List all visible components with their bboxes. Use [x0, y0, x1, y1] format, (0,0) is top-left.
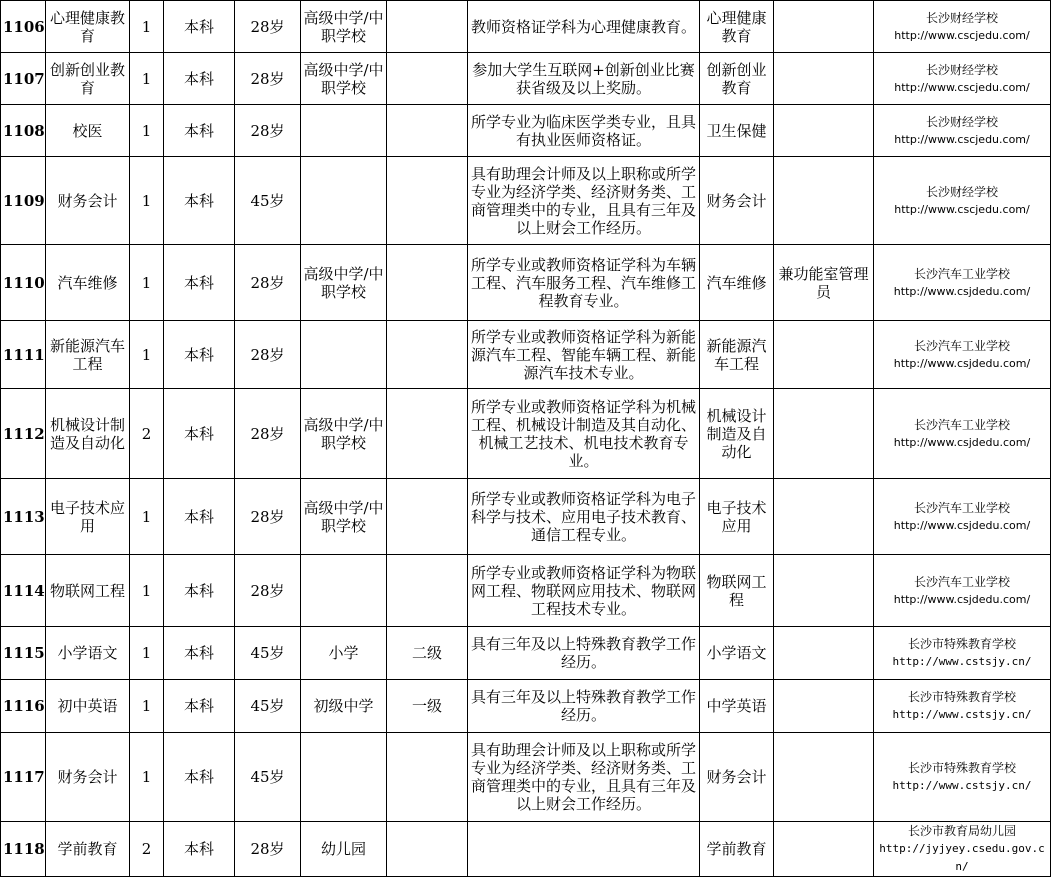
- title-level: [387, 555, 468, 627]
- table-row: [1, 245, 1051, 321]
- requirement: 所学专业为临床医学类专业，且具有执业医师资格证。: [468, 105, 700, 157]
- hire-count: 1: [130, 680, 164, 733]
- discipline: 卫生保健: [700, 105, 774, 157]
- requirement: 具有助理会计师及以上职称或所学专业为经济学类、经济财务类、工商管理类中的专业，且具有三年及以上财会工作经历。: [468, 157, 700, 245]
- title-level: [387, 105, 468, 157]
- title-level: [387, 822, 468, 877]
- job-code: 1111: [1, 321, 46, 389]
- discipline: 财务会计: [700, 157, 774, 245]
- employer-name: 长沙财经学校: [925, 114, 998, 129]
- job-code: 1112: [1, 389, 46, 479]
- education-level: 本科: [164, 105, 235, 157]
- discipline: 机械设计制造及自动化: [700, 389, 774, 479]
- note: [774, 627, 874, 680]
- employer-url[interactable]: http://www.cscjedu.com/: [894, 80, 1030, 94]
- school-section: [301, 733, 387, 822]
- education-level: 本科: [164, 680, 235, 733]
- education-level: 本科: [164, 479, 235, 555]
- table-row: [1, 822, 1051, 877]
- table-row: [1, 555, 1051, 627]
- employer-url[interactable]: http://www.cstsjy.cn/: [892, 708, 1032, 721]
- job-code: 1106: [1, 1, 46, 53]
- title-level: 二级: [387, 627, 468, 680]
- age-limit: 28岁: [235, 479, 301, 555]
- age-limit: 45岁: [235, 733, 301, 822]
- education-level: 本科: [164, 627, 235, 680]
- age-limit: 28岁: [235, 53, 301, 105]
- employer-name: 长沙市特殊教育学校: [907, 637, 1016, 651]
- discipline: 心理健康教育: [700, 1, 774, 53]
- table-row: [1, 733, 1051, 822]
- requirement: 具有助理会计师及以上职称或所学专业为经济学类、经济财务类、工商管理类中的专业，且具有三年及以上财会工作经历。: [468, 733, 700, 822]
- employer-cell: [874, 822, 1051, 877]
- employer-url[interactable]: http://www.csjdedu.com/: [893, 356, 1031, 370]
- position-name: 机械设计制造及自动化: [46, 389, 130, 479]
- note: [774, 1, 874, 53]
- requirement: 所学专业或教师资格证学科为物联网工程、物联网应用技术、物联网工程技术专业。: [468, 555, 700, 627]
- title-level: [387, 157, 468, 245]
- school-section: 高级中学/中职学校: [301, 245, 387, 321]
- employer-name: 长沙财经学校: [925, 184, 998, 199]
- school-section: [301, 157, 387, 245]
- school-section: 幼儿园: [301, 822, 387, 877]
- job-code: 1118: [1, 822, 46, 877]
- requirement: 具有三年及以上特殊教育教学工作经历。: [468, 680, 700, 733]
- education-level: 本科: [164, 245, 235, 321]
- requirement: [468, 822, 700, 877]
- employer-url[interactable]: http://www.cstsjy.cn/: [892, 779, 1032, 792]
- job-code: 1116: [1, 680, 46, 733]
- employer-cell: [874, 105, 1051, 157]
- discipline: 创新创业教育: [700, 53, 774, 105]
- title-level: [387, 321, 468, 389]
- table-row: [1, 157, 1051, 245]
- employer-cell: [874, 555, 1051, 627]
- employer-url[interactable]: http://www.cscjedu.com/: [894, 202, 1030, 216]
- age-limit: 28岁: [235, 1, 301, 53]
- employer-name: 长沙汽车工业学校: [913, 500, 1010, 515]
- age-limit: 28岁: [235, 245, 301, 321]
- hire-count: 2: [130, 822, 164, 877]
- table-body: [1, 1, 1051, 877]
- discipline: 汽车维修: [700, 245, 774, 321]
- employer-url[interactable]: http://www.csjdedu.com/: [893, 284, 1031, 298]
- hire-count: 1: [130, 157, 164, 245]
- employer-cell: [874, 1, 1051, 53]
- school-section: 初级中学: [301, 680, 387, 733]
- note: [774, 680, 874, 733]
- table-row: [1, 680, 1051, 733]
- job-code: 1115: [1, 627, 46, 680]
- employer-name: 长沙汽车工业学校: [913, 266, 1010, 281]
- age-limit: 28岁: [235, 822, 301, 877]
- job-code: 1107: [1, 53, 46, 105]
- note: [774, 733, 874, 822]
- note: [774, 555, 874, 627]
- requirement: 所学专业或教师资格证学科为电子科学与技术、应用电子技术教育、通信工程专业。: [468, 479, 700, 555]
- job-code: 1114: [1, 555, 46, 627]
- hire-count: 1: [130, 245, 164, 321]
- position-name: 小学语文: [46, 627, 130, 680]
- title-level: [387, 479, 468, 555]
- employer-cell: [874, 389, 1051, 479]
- note: 兼功能室管理员: [774, 245, 874, 321]
- education-level: 本科: [164, 1, 235, 53]
- hire-count: 1: [130, 627, 164, 680]
- employer-cell: [874, 479, 1051, 555]
- employer-url[interactable]: http://www.csjdedu.com/: [893, 435, 1031, 449]
- title-level: [387, 245, 468, 321]
- table-row: [1, 1, 1051, 53]
- position-name: 新能源汽车工程: [46, 321, 130, 389]
- employer-name: 长沙汽车工业学校: [913, 574, 1010, 589]
- note: [774, 822, 874, 877]
- hire-count: 1: [130, 555, 164, 627]
- requirement: 具有三年及以上特殊教育教学工作经历。: [468, 627, 700, 680]
- position-name: 汽车维修: [46, 245, 130, 321]
- hire-count: 2: [130, 389, 164, 479]
- job-code: 1117: [1, 733, 46, 822]
- school-section: 小学: [301, 627, 387, 680]
- employer-cell: [874, 627, 1051, 680]
- note: [774, 479, 874, 555]
- employer-url[interactable]: http://www.cscjedu.com/: [894, 28, 1030, 42]
- hire-count: 1: [130, 733, 164, 822]
- table-row: [1, 627, 1051, 680]
- school-section: [301, 321, 387, 389]
- discipline: 财务会计: [700, 733, 774, 822]
- school-section: [301, 555, 387, 627]
- table-row: [1, 321, 1051, 389]
- note: [774, 389, 874, 479]
- position-name: 财务会计: [46, 157, 130, 245]
- discipline: 电子技术应用: [700, 479, 774, 555]
- position-name: 心理健康教育: [46, 1, 130, 53]
- job-code: 1113: [1, 479, 46, 555]
- employer-cell: [874, 53, 1051, 105]
- discipline: 新能源汽车工程: [700, 321, 774, 389]
- employer-url[interactable]: http://www.cscjedu.com/: [894, 132, 1030, 146]
- education-level: 本科: [164, 389, 235, 479]
- position-name: 财务会计: [46, 733, 130, 822]
- employer-name: 长沙市特殊教育学校: [907, 690, 1016, 704]
- employer-name: 长沙财经学校: [925, 62, 998, 77]
- age-limit: 45岁: [235, 157, 301, 245]
- title-level: [387, 733, 468, 822]
- job-code: 1110: [1, 245, 46, 321]
- discipline: 中学英语: [700, 680, 774, 733]
- job-code: 1109: [1, 157, 46, 245]
- note: [774, 53, 874, 105]
- title-level: [387, 1, 468, 53]
- hire-count: 1: [130, 1, 164, 53]
- age-limit: 45岁: [235, 627, 301, 680]
- employer-cell: [874, 733, 1051, 822]
- table-row: [1, 479, 1051, 555]
- table-row: [1, 105, 1051, 157]
- title-level: [387, 53, 468, 105]
- note: [774, 321, 874, 389]
- employer-name: 长沙财经学校: [925, 10, 998, 25]
- employer-name: 长沙汽车工业学校: [913, 417, 1010, 432]
- age-limit: 28岁: [235, 389, 301, 479]
- table-row: [1, 53, 1051, 105]
- hire-count: 1: [130, 53, 164, 105]
- education-level: 本科: [164, 822, 235, 877]
- school-section: 高级中学/中职学校: [301, 479, 387, 555]
- education-level: 本科: [164, 321, 235, 389]
- employer-name: 长沙汽车工业学校: [913, 338, 1010, 353]
- age-limit: 28岁: [235, 555, 301, 627]
- position-name: 电子技术应用: [46, 479, 130, 555]
- position-name: 物联网工程: [46, 555, 130, 627]
- education-level: 本科: [164, 555, 235, 627]
- employer-cell: [874, 680, 1051, 733]
- title-level: [387, 389, 468, 479]
- table-row: [1, 389, 1051, 479]
- age-limit: 28岁: [235, 105, 301, 157]
- employer-url[interactable]: http://www.csjdedu.com/: [893, 592, 1031, 606]
- discipline: 小学语文: [700, 627, 774, 680]
- discipline: 物联网工程: [700, 555, 774, 627]
- school-section: [301, 105, 387, 157]
- age-limit: 45岁: [235, 680, 301, 733]
- hire-count: 1: [130, 105, 164, 157]
- education-level: 本科: [164, 157, 235, 245]
- employer-cell: [874, 245, 1051, 321]
- discipline: 学前教育: [700, 822, 774, 877]
- position-name: 创新创业教育: [46, 53, 130, 105]
- age-limit: 28岁: [235, 321, 301, 389]
- employer-url[interactable]: http://jyjyey.csedu.gov.cn/: [879, 842, 1045, 873]
- employer-name: 长沙市特殊教育学校: [907, 761, 1016, 775]
- school-section: 高级中学/中职学校: [301, 1, 387, 53]
- employer-cell: [874, 157, 1051, 245]
- requirement: 所学专业或教师资格证学科为机械工程、机械设计制造及其自动化、机械工艺技术、机电技术教育专业。: [468, 389, 700, 479]
- school-section: 高级中学/中职学校: [301, 53, 387, 105]
- note: [774, 105, 874, 157]
- note: [774, 157, 874, 245]
- requirement: 参加大学生互联网+创新创业比赛获省级及以上奖励。: [468, 53, 700, 105]
- requirement: 教师资格证学科为心理健康教育。: [468, 1, 700, 53]
- employer-url[interactable]: http://www.cstsjy.cn/: [892, 655, 1032, 668]
- requirement: 所学专业或教师资格证学科为新能源汽车工程、智能车辆工程、新能源汽车技术专业。: [468, 321, 700, 389]
- hire-count: 1: [130, 479, 164, 555]
- title-level: 一级: [387, 680, 468, 733]
- requirement: 所学专业或教师资格证学科为车辆工程、汽车服务工程、汽车维修工程教育专业。: [468, 245, 700, 321]
- employer-url[interactable]: http://www.csjdedu.com/: [893, 518, 1031, 532]
- position-name: 初中英语: [46, 680, 130, 733]
- education-level: 本科: [164, 733, 235, 822]
- position-name: 校医: [46, 105, 130, 157]
- job-code: 1108: [1, 105, 46, 157]
- school-section: 高级中学/中职学校: [301, 389, 387, 479]
- education-level: 本科: [164, 53, 235, 105]
- position-name: 学前教育: [46, 822, 130, 877]
- employer-cell: [874, 321, 1051, 389]
- employer-name: 长沙市教育局幼儿园: [907, 824, 1016, 838]
- hire-count: 1: [130, 321, 164, 389]
